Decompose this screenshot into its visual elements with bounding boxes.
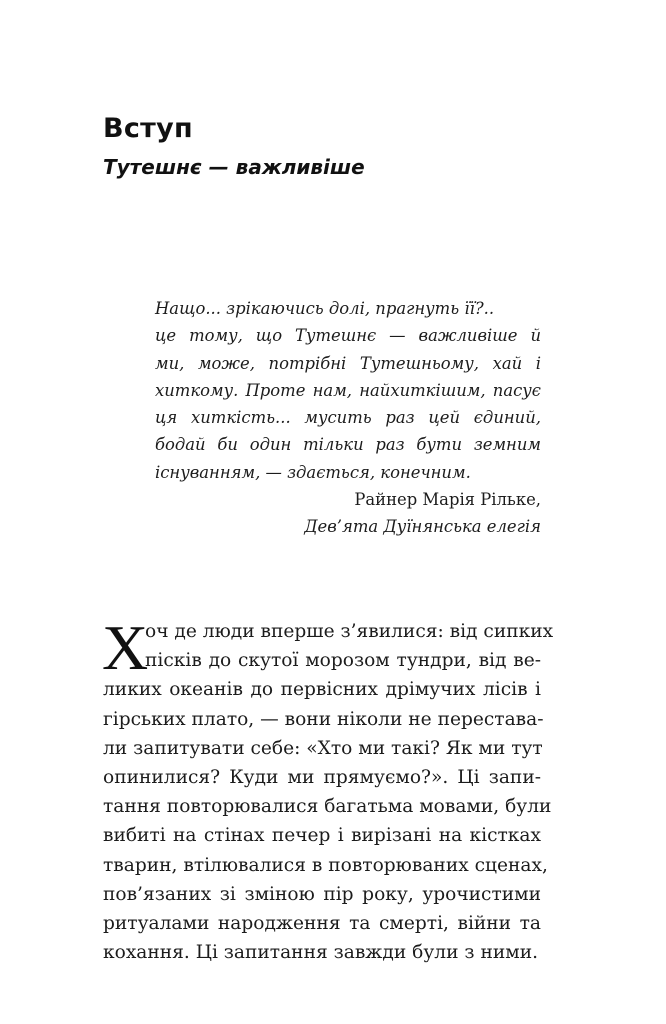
chapter-title: Вступ	[103, 113, 193, 144]
epigraph	[155, 295, 541, 541]
body-line: оч де люди вперше з’явилися: від сипких	[145, 621, 554, 642]
epigraph-line: бодай би один тільки раз бути земним	[155, 435, 541, 455]
body-line: вибиті на стінах печер і вирізані на кістках	[103, 825, 541, 847]
body-line: пісків до скутої морозом тундри, від ве-	[145, 650, 541, 672]
body-line: ли запитувати себе: «Хто ми такі? Як ми тут	[103, 737, 543, 759]
body-line: ритуалами народження та смерті, війни та	[103, 913, 541, 935]
body-line: гірських плато, — вони ніколи не перестава-	[103, 708, 544, 730]
body-line: ликих океанів до первісних дрімучих лісів і	[103, 679, 541, 701]
epigraph-line: існуванням, — здається, конечним.	[155, 462, 471, 482]
body-line: опинилися? Куди ми прямуємо?». Ці запи-	[103, 767, 541, 789]
epigraph-line: ми, може, потрібні Тутешньому, хай і	[155, 353, 541, 373]
drop-cap: Х	[102, 612, 149, 683]
chapter-subtitle: Тутешнє — важливіше	[103, 155, 365, 179]
body-line: кохання. Ці запитання завжди були з ними.	[103, 942, 539, 964]
epigraph-work-title: Дев’ята Дуїнянська елегія	[304, 517, 541, 537]
epigraph-line: це тому, що Тутешнє — важливіше й	[155, 326, 541, 346]
body-line: пов’язаних зі зміною пір року, урочистими	[103, 883, 541, 905]
body-line: тання повторювалися багатьма мовами, були	[103, 796, 552, 818]
epigraph-line: хиткому. Проте нам, найхиткішим, пасує	[155, 380, 541, 400]
epigraph-line: Нащо... зрікаючись долі, прагнуть її?..	[155, 299, 495, 318]
body-line: тварин, втілювалися в повторюваних сценах,	[103, 854, 548, 876]
epigraph-author: Райнер Марія Рільке,	[354, 490, 541, 510]
body-paragraph	[102, 612, 554, 967]
epigraph-line: ця хиткість... мусить раз цей єдиний,	[155, 408, 541, 428]
